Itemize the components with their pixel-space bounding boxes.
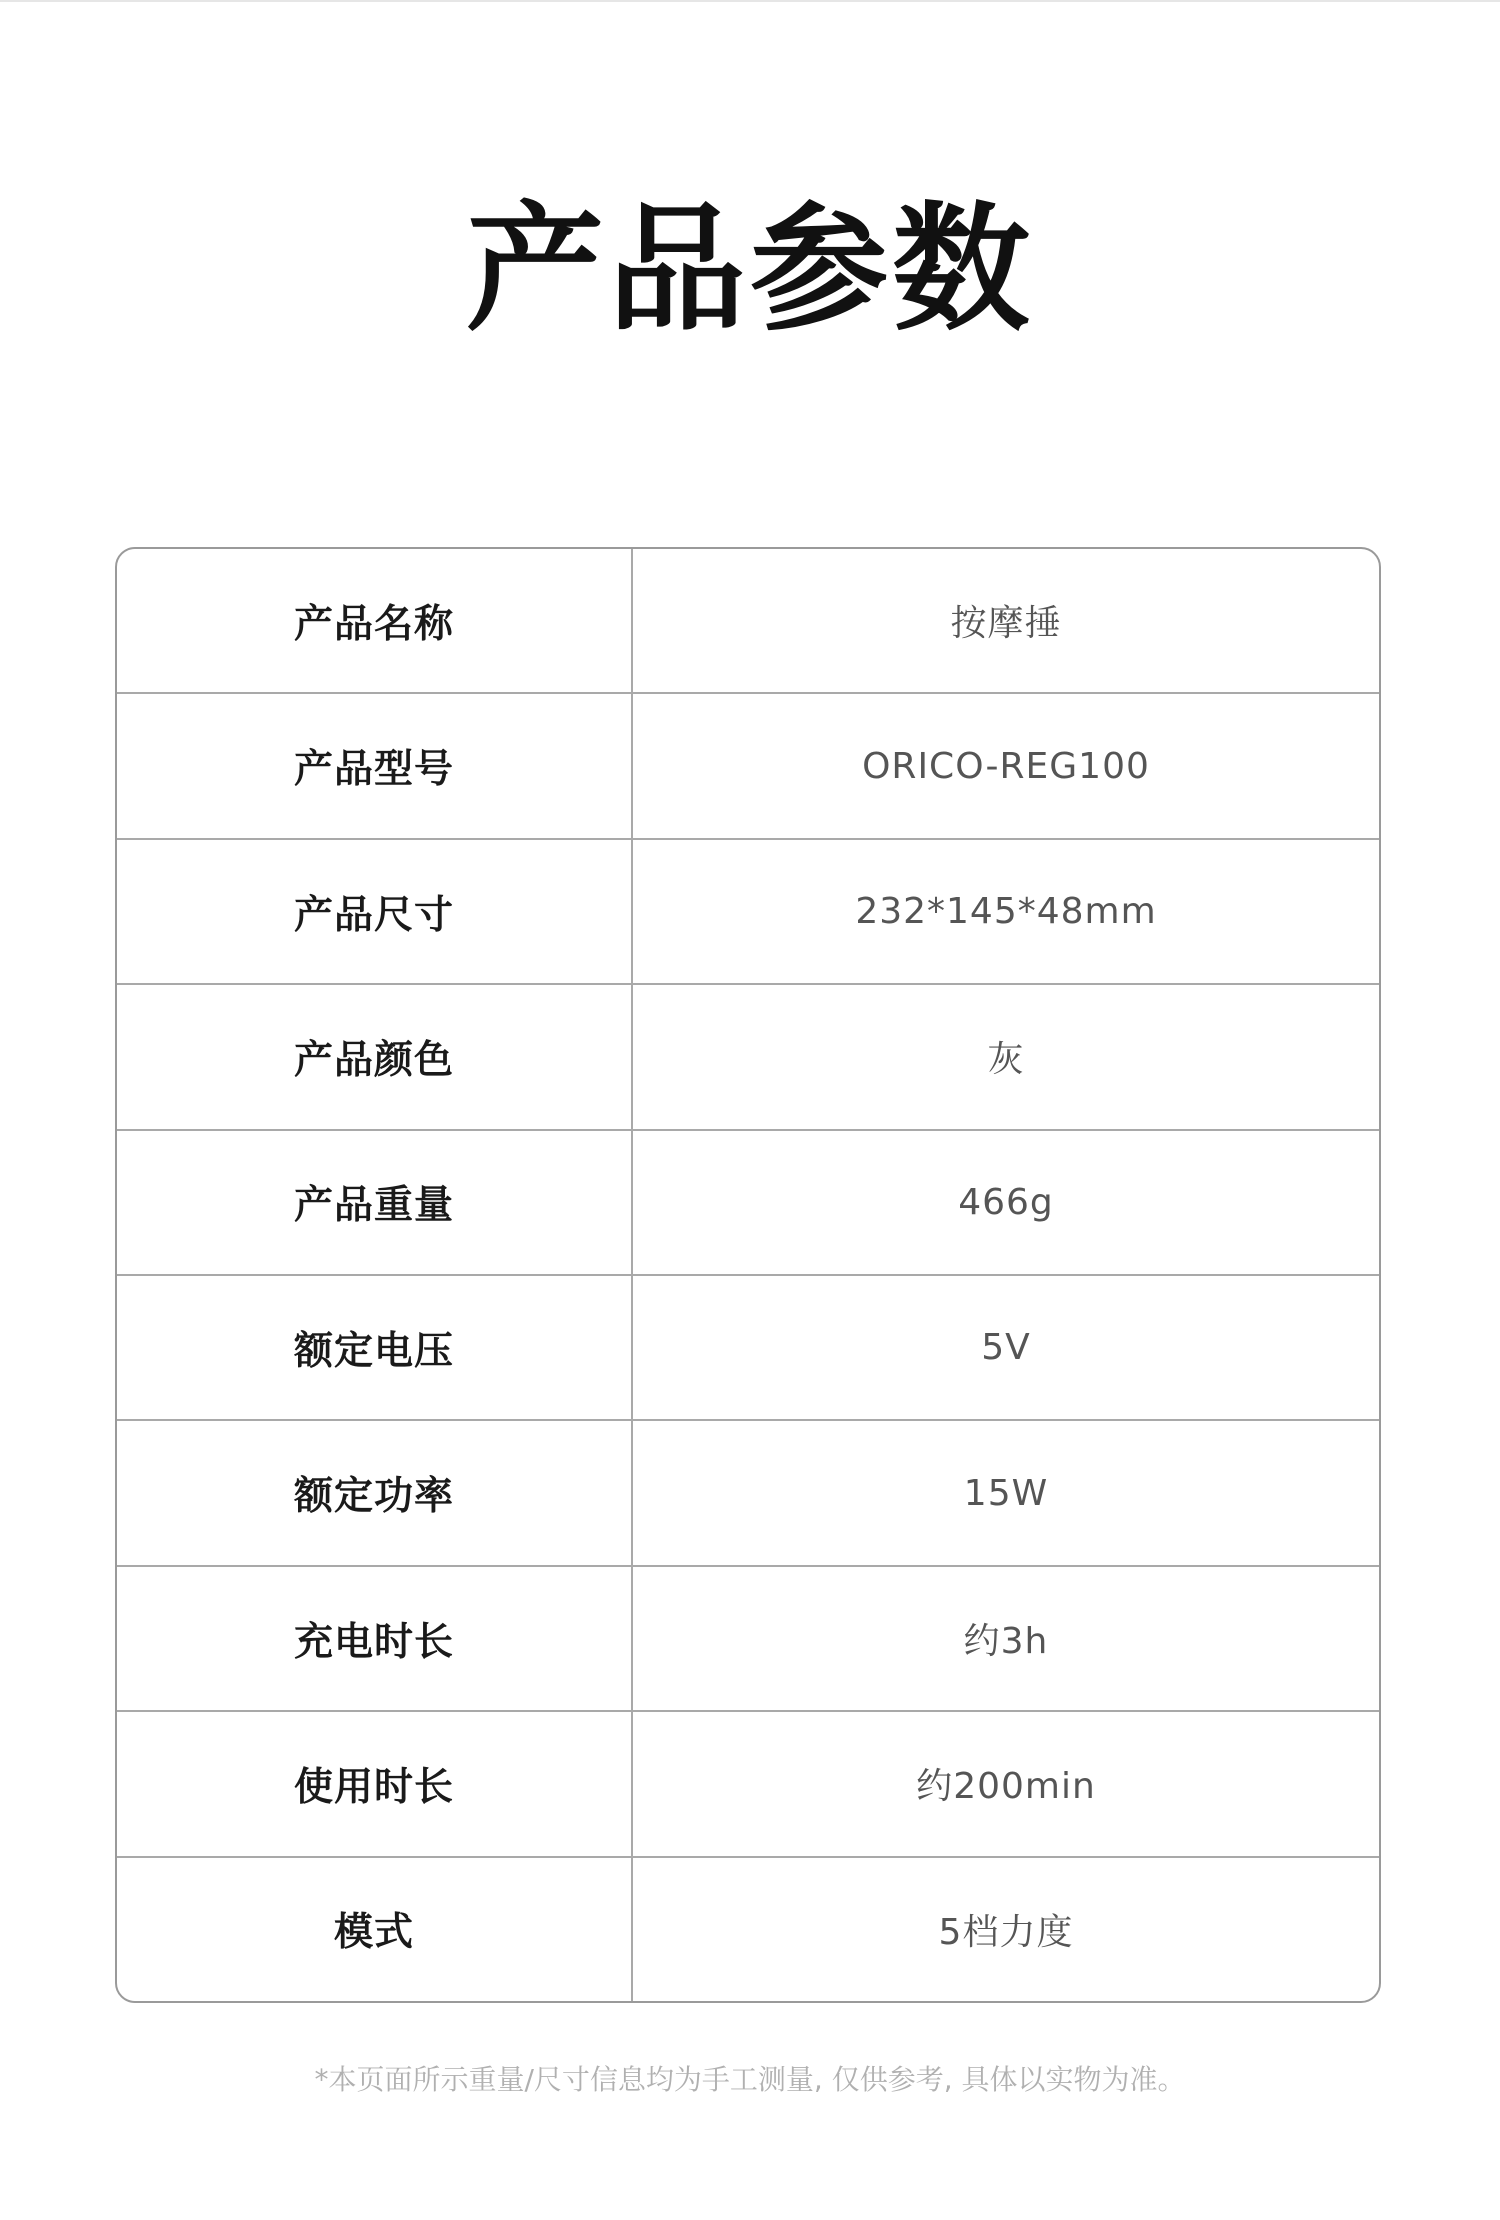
spec-label: 产品尺寸 (117, 840, 633, 983)
top-divider (0, 0, 1500, 2)
spec-row-mode (117, 1856, 1379, 2001)
spec-row-size (117, 838, 1379, 983)
spec-row-color (117, 983, 1379, 1128)
spec-value: 约200min (916, 1766, 1096, 1808)
spec-value: 5V (981, 1327, 1031, 1369)
spec-value: 232*145*48mm (855, 891, 1157, 933)
spec-value: 按摩捶 (950, 603, 1062, 645)
spec-label: 产品型号 (117, 694, 633, 837)
spec-value: 5档力度 (938, 1911, 1074, 1953)
spec-row-name (117, 549, 1379, 692)
spec-label: 充电时长 (117, 1567, 633, 1710)
spec-label: 额定电压 (117, 1276, 633, 1419)
spec-row-power (117, 1419, 1379, 1564)
spec-row-use-time (117, 1710, 1379, 1855)
spec-row-charge-time (117, 1565, 1379, 1710)
page-title: 产品参数 (465, 189, 1034, 350)
spec-label: 产品重量 (117, 1131, 633, 1274)
spec-row-model (117, 692, 1379, 837)
spec-value: 灰 (987, 1039, 1025, 1081)
spec-label: 模式 (117, 1858, 633, 2001)
spec-value: ORICO-REG100 (862, 745, 1150, 787)
spec-label: 额定功率 (117, 1421, 633, 1564)
disclaimer-footnote: *本页面所示重量/尺寸信息均为手工测量, 仅供参考, 具体以实物为准。 (314, 2063, 1186, 2096)
spec-label: 使用时长 (117, 1712, 633, 1855)
spec-value: 466g (958, 1181, 1054, 1223)
spec-row-weight (117, 1129, 1379, 1274)
spec-label: 产品颜色 (117, 985, 633, 1128)
spec-table (115, 547, 1381, 2003)
spec-value: 15W (963, 1472, 1049, 1514)
spec-row-voltage (117, 1274, 1379, 1419)
spec-value: 约3h (963, 1621, 1049, 1663)
spec-label: 产品名称 (117, 549, 633, 692)
